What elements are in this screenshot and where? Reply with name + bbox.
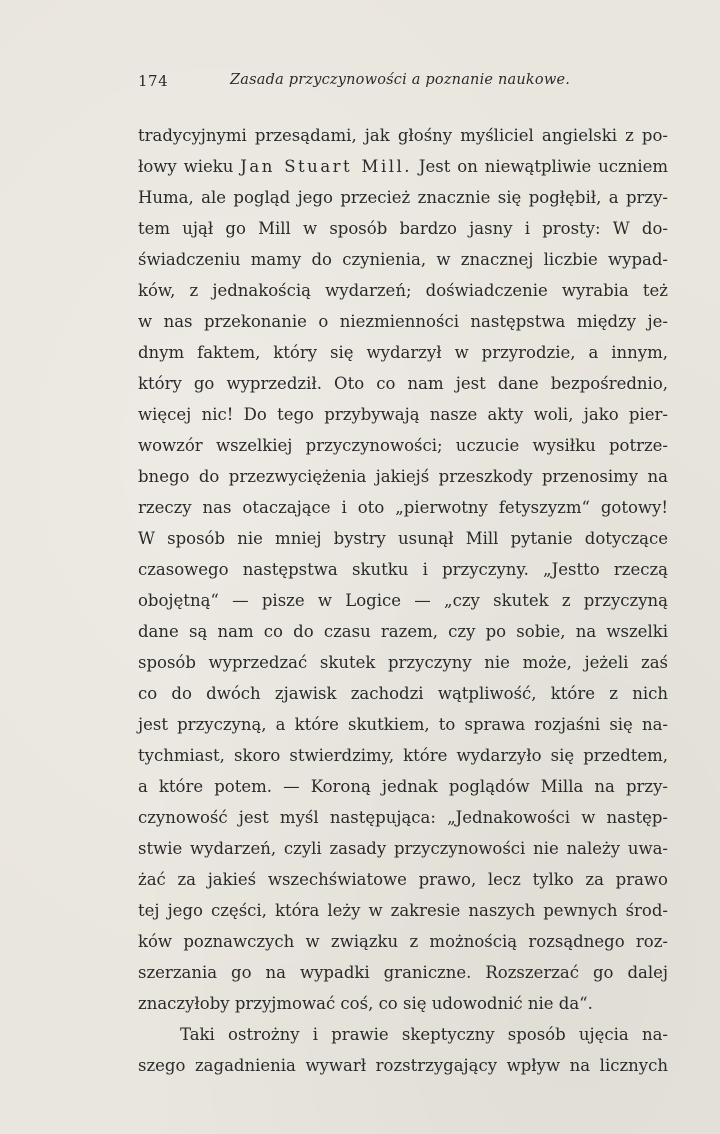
text-line: dnym faktem, który się wydarzył w przyrodzie, a innym, <box>138 343 668 362</box>
text-line: tradycyjnymi przesądami, jak głośny myśliciel angielski z po- <box>138 126 668 145</box>
text-line: sposób wyprzedzać skutek przyczyny nie może, jeżeli zaś <box>138 653 668 672</box>
text-line: w nas przekonanie o niezmienności następstwa między je- <box>138 312 668 331</box>
running-title: Zasada przyczynowości a poznanie naukowe. <box>230 72 571 88</box>
text-line: ków poznawczych w związku z możnością rozsądnego roz- <box>138 932 668 951</box>
text-line: żać za jakieś wszechświatowe prawo, lecz tylko za prawo <box>138 870 668 889</box>
text-line: szego zagadnienia wywarł rozstrzygający wpływ na licznych <box>138 1056 668 1075</box>
text-line: znaczyłoby przyjmować coś, co się udowodnić nie da“. <box>138 994 593 1013</box>
text-line: czasowego następstwa skutku i przyczyny. „Jestto rzeczą <box>138 560 668 579</box>
text-line: tychmiast, skoro stwierdzimy, które wydarzyło się przedtem, <box>138 746 668 765</box>
text-line: świadczeniu mamy do czynienia, w znacznej liczbie wypad- <box>138 250 668 269</box>
page-header <box>138 72 658 96</box>
text-line: czynowość jest myśl następująca: „Jednakowości w następ- <box>138 808 668 827</box>
text-line: a które potem. — Koroną jednak poglądów Milla na przy- <box>138 777 668 796</box>
text-line: Huma, ale pogląd jego przecież znacznie się pogłębił, a przy- <box>138 188 668 207</box>
text-line: dane są nam co do czasu razem, czy po sobie, na wszelki <box>138 622 668 641</box>
text-line: jest przyczyną, a które skutkiem, to sprawa rozjaśni się na- <box>138 715 668 734</box>
page-number: 174 <box>138 72 169 90</box>
author-name: Jan Stuart Mill. <box>240 157 413 176</box>
text-line: co do dwóch zjawisk zachodzi wątpliwość, które z nich <box>138 684 668 703</box>
text-line: Taki ostrożny i prawie skeptyczny sposób ujęcia na- <box>180 1025 668 1044</box>
text-line: wowzór wszelkiej przyczynowości; uczucie wysiłku potrze- <box>138 436 668 455</box>
text-line: obojętną“ — pisze w Logice — „czy skutek z przyczyną <box>138 591 668 610</box>
text-line: tej jego części, która leży w zakresie naszych pewnych środ- <box>138 901 668 920</box>
body-text <box>138 120 668 1081</box>
text-line: więcej nic! Do tego przybywają nasze akty woli, jako pier- <box>138 405 668 424</box>
text-fragment: Jest on niewątpliwie uczniem <box>418 157 669 176</box>
text-fragment: łowy wieku <box>138 157 234 176</box>
text-line: szerzania go na wypadki graniczne. Rozszerzać go dalej <box>138 963 668 982</box>
text-line: ków, z jednakością wydarzeń; doświadczenie wyrabia też <box>138 281 668 300</box>
text-line: tem ujął go Mill w sposób bardzo jasny i prosty: W do- <box>138 219 668 238</box>
text-line: stwie wydarzeń, czyli zasady przyczynowości nie należy uwa- <box>138 839 668 858</box>
text-line <box>138 151 668 182</box>
text-line: W sposób nie mniej bystry usunął Mill pytanie dotyczące <box>138 529 668 548</box>
text-line: rzeczy nas otaczające i oto „pierwotny fetyszyzm“ gotowy! <box>138 498 668 517</box>
text-line: bnego do przezwyciężenia jakiejś przeszkody przenosimy na <box>138 467 668 486</box>
text-line: który go wyprzedził. Oto co nam jest dane bezpośrednio, <box>138 374 668 393</box>
